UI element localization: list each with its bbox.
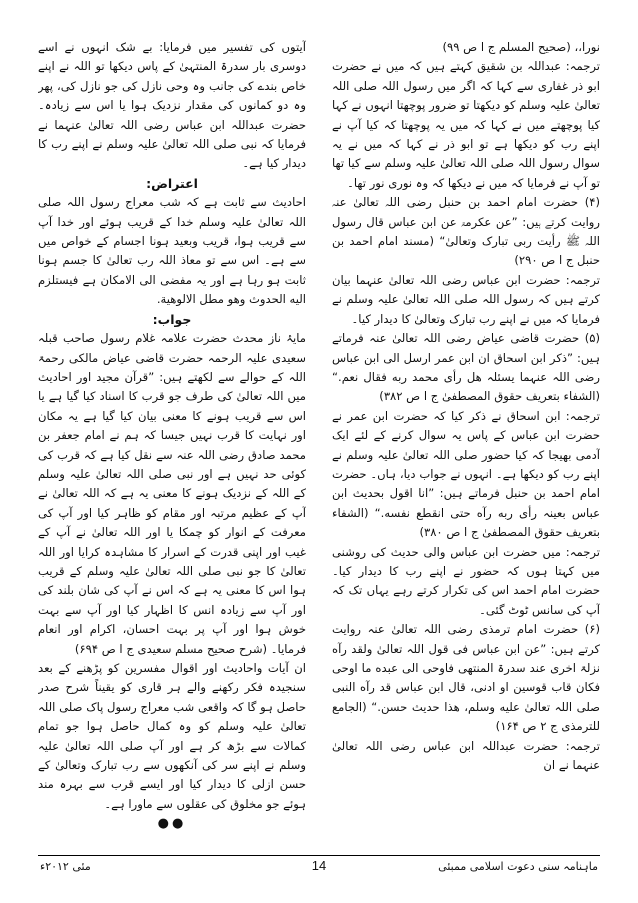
answer-heading: جواب: [152, 311, 192, 327]
magazine-page [38, 22, 600, 880]
paragraph: احادیث سے ثابت ہے کہ شب معراج رسول اللہ صلی اللہ تعالیٰ علیہ وسلم خدا کے قریب ہوئے اور خدا آپ سے قریب ہوا، قریب وبعید ہونا اجسام کے خواص میں سے ہے۔ اس سے تو معاذ اللہ رب تعالیٰ کا جسم ہونا ثابت ہو رہا ہے اور یہ مفضی الی الامکان ہے فیستلزم الیه الحدوث وهو مطل الالوهیة. [38, 195, 306, 307]
page-footer [38, 855, 600, 880]
journal-title: ماہنامہ سنی دعوت اسلامی ممبئی [438, 860, 598, 873]
paragraph: ترجمہ: حضرت ابن عباس رضی اللہ تعالیٰ عنہما بیان کرتے ہیں کہ رسول اللہ صلی اللہ تعالیٰ علیہ وسلم نے فرمایا کہ میں نے اپنے رب تبارک وتعالیٰ کا دیدار کیا۔ [332, 272, 600, 326]
paragraph: ترجمہ: عبداللہ بن شقیق کہتے ہیں کہ میں نے حضرت ابو ذر غفاری سے کہا کہ اگر میں رسول اللہ صلی اللہ تعالیٰ علیہ وسلم کو دیکھتا تو ضرور پوچھتا انہوں نے کہا کیا پوچھتے میں نے کہا کہ میں یہ پوچھتا کہ کیا آپ نے اپنے رب کو دیکھا ہے تو ابو ذر نے کہا کہ میں نے یہ سوال رسول اللہ صلی اللہ تعالیٰ علیہ وسلم سے کیا تھا تو آپ نے فرمایا کہ میں نے دیکھا کہ وہ نوری نور تھا۔ [332, 59, 600, 190]
text-columns [38, 38, 600, 850]
paragraph: مایۂ ناز محدث حضرت علامہ غلام رسول صاحب قبلہ سعیدی علیہ الرحمہ حضرت قاضی عیاض مالکی رحمۃ اللہ کے حوالے سے لکھتے ہیں: ”قرآن مجید اور احادیث میں اللہ تعالیٰ کی طرف جو قرب کا اسناد کیا گیا ہے یا اس سے قریب ہونے کا معنی بیان کیا گیا ہے یہ مکان اور نہایت کا قرب نہیں جیسا کہ ہم نے امام جعفر بن محمد صادق رضی اللہ عنہ سے نقل کیا ہے کہ قرب کی کوئی حد نہیں ہے اور نبی صلی اللہ تعالیٰ علیہ وسلم کے اللہ کے نزدیک ہونے کا معنی یہ ہے کہ اللہ تعالیٰ نے آپ کے عظیم مرتبہ اور مقام کو ظاہر کیا اور آپ کی معرفت کے انوار کو چمکا یا اور اللہ تعالیٰ نے آپ کے غیب اور اپنی قدرت کے اسرار کا مشاہدہ کرایا اور اللہ تعالیٰ کا جو نبی صلی اللہ تعالیٰ علیہ وسلم کے قریب ہوا اس کا معنی یہ ہے کہ اس نے آپ کی شان بلند کی اور آپ سے زیادہ انس کا اظہار کیا اور آپ سے بہت خوش ہوا اور آپ پر بہت احسان، اکرام اور انعام فرمایا۔ (شرح صحیح مسلم سعیدی ج ا ص ۶۹۴) [38, 331, 306, 656]
paragraph: ترجمہ: ابن اسحاق نے ذکر کیا کہ حضرت ابن عمر نے حضرت ابن عباس کے پاس یہ سوال کرنے کے لئے ایک آدمی بھیجا کہ کیا حضور صلی اللہ تعالیٰ علیہ وسلم نے اپنے رب کو دیکھا ہے۔ انہوں نے جواب دیا، ہاں۔ حضرت امام احمد بن حنبل فرماتے ہیں: ”انا اقول بحدیث ابن عباس بعینہ رأی ربه رآه حتی انقطع نفسه.“ (الشفاء بتعریف حقوق المصطفیٰ ج ا ص ۳۸۰) [332, 408, 600, 540]
end-mark: ●● [157, 816, 187, 832]
paragraph: (۶) حضرت امام ترمذی رضی اللہ تعالیٰ عنہ روایت کرتے ہیں: ”عن ابن عباس فی قول اللہ تعالیٰ ولقد رآه نزلۃ اخری عند سدرۃ المنتهی فاوحی الی عبده ما اوحی فکان قاب قوسین او ادنی، قال ابن عباس قد رآه النبی صلی اللہ تعالیٰ علیه وسلم، هذا حدیث حسن.“ (الجامع للترمذی ج ۲ ص ۱۶۴) [332, 622, 600, 734]
paragraph: (۴) حضرت امام احمد بن حنبل رضی اللہ تعالیٰ عنہ روایت کرتے ہیں: ”عن عکرمۃ عن ابن عباس قال رسول اللہ ﷺ رأیت ربی تبارک وتعالیٰ“ (مسند امام احمد بن حنبل ج ا ص ۲۹۰) [332, 195, 600, 268]
paragraph: ترجمہ: میں حضرت ابن عباس والی حدیث کی روشنی میں کہتا ہوں کہ حضور نے اپنے رب کا دیدار کیا۔ حضرت امام احمد اس کی تکرار کرتے رہے یہاں تک کہ آپ کی سانس ٹوٹ گئی۔ [332, 544, 600, 617]
right-column [332, 38, 600, 850]
issue-date: مئی ۲۰۱۲ء [40, 860, 91, 873]
paragraph: ان آیات واحادیث اور اقوال مفسرین کو پڑھنے کے بعد سنجیدہ فکر رکھنے والے ہر قاری کو یقیناً شرح صدر حاصل ہو گا کہ واقعی شب معراج رسول پاک صلی اللہ تعالیٰ علیہ وسلم کو وہ کمال حاصل ہوا جو تمام کمالات سے بڑھ کر ہے اور آپ صلی اللہ تعالیٰ علیہ وسلم نے اپنے سر کی آنکھوں سے رب تبارک وتعالیٰ کے حسن ازلی کا دیدار کیا اور ایسے قرب سے بہرہ مند ہوئے جو مخلوق کی عقلوں سے ماورا ہے۔ [38, 661, 306, 811]
left-column [38, 38, 306, 850]
paragraph: (۵) حضرت قاضی عیاض رضی اللہ تعالیٰ عنہ فرماتے ہیں: ”ذکر ابن اسحاق ان ابن عمر ارسل الی ابن عباس رضی اللہ عنہما یسئلہ هل رأی محمد ربه فقال نعم.“ (الشفاء بتعریف حقوق المصطفیٰ ج ا ص ۳۸۲) [332, 331, 600, 404]
objection-heading: اعتراض: [146, 175, 198, 191]
paragraph: ترجمہ: حضرت عبداللہ ابن عباس رضی اللہ تعالیٰ عنہما نے ان [332, 738, 600, 773]
page-number: 14 [311, 858, 327, 873]
paragraph: آیتوں کی تفسیر میں فرمایا: بے شک انہوں نے اسے دوسری بار سدرۃ المنتہیٰ کے پاس دیکھا تو اللہ نے اپنے خاص بندے کی جانب وہ وحی نازل کی جو نازل کی، پھر وہ دو کمانوں کی مقدار نزدیک ہوا یا اس سے زیادہ۔ حضرت عبداللہ ابن عباس رضی اللہ تعالیٰ عنہما نے فرمایا کہ نبی صلی اللہ تعالیٰ علیہ وسلم نے اپنے رب کا دیدار کیا ہے۔ [38, 40, 306, 171]
paragraph: نورا،، (صحیح المسلم ج ا ص ۹۹) [442, 40, 600, 54]
